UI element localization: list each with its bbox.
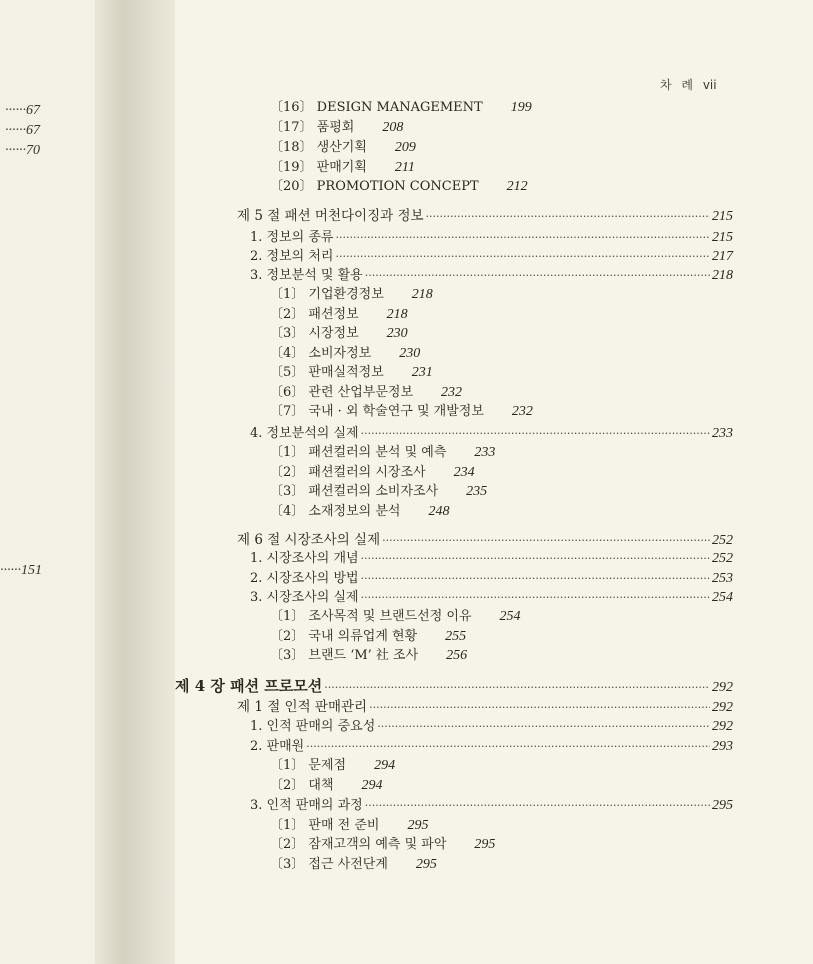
toc-entry <box>250 796 733 816</box>
toc-entry-label: 제 5 절 패션 머천다이징과 정보 <box>237 208 424 224</box>
toc-entry-label: 〔3〕 시장정보 <box>270 326 359 341</box>
toc-entry-label: 2. 시장조사의 방법 <box>250 571 359 586</box>
toc-entry <box>270 855 437 875</box>
toc-entry <box>270 482 487 502</box>
dot-leader <box>369 698 710 718</box>
toc-entry-label: 〔4〕 소비자정보 <box>270 346 372 361</box>
toc-entry-label: 제 1 절 인적 판매관리 <box>237 699 368 715</box>
dot-leader <box>335 228 710 248</box>
toc-entry-page-number: 292 <box>712 700 733 715</box>
toc-entry <box>175 676 733 696</box>
toc-entry-page-number: 295 <box>407 818 429 833</box>
toc-entry-label: 〔1〕 문제점 <box>270 758 347 773</box>
dot-leader <box>361 588 710 608</box>
toc-entry-label: 〔6〕 관련 산업부문정보 <box>270 385 413 400</box>
toc-entry-label: 〔4〕 소재정보의 분석 <box>270 504 401 519</box>
toc-entry <box>270 285 433 305</box>
toc-entry <box>270 443 495 463</box>
toc-entry <box>270 607 521 627</box>
toc-entry-label: 3. 정보분석 및 활용 <box>250 268 363 283</box>
dot-leader <box>365 266 710 286</box>
toc-entry <box>237 530 733 550</box>
toc-entry <box>270 363 433 383</box>
toc-entry-label: 〔1〕 조사목적 및 브랜드선정 이유 <box>270 609 472 624</box>
toc-entry-label: 3. 인적 판매의 과정 <box>250 798 363 813</box>
toc-entry <box>270 344 420 364</box>
toc-entry-page-number: 232 <box>511 404 533 419</box>
toc-entry-page-number: 232 <box>441 385 462 400</box>
toc-entry-label: 제 4 장 패션 프로모션 <box>175 677 323 695</box>
toc-entry <box>237 206 733 226</box>
toc-entry-page-number: 218 <box>386 307 408 322</box>
toc-entry <box>270 627 466 647</box>
toc-entry-label: 〔2〕 대책 <box>270 778 334 793</box>
dot-leader <box>306 737 710 757</box>
toc-entry-page-number: 292 <box>712 719 733 734</box>
dot-leader <box>377 717 710 737</box>
toc-entry-page-number: 294 <box>374 758 396 773</box>
toc-entry-label: 〔1〕 기업환경정보 <box>270 287 384 302</box>
toc-entry <box>250 717 733 737</box>
toc-entry-page-number: 234 <box>453 465 475 480</box>
toc-entry-label: 4. 정보분석의 실제 <box>250 426 359 441</box>
toc-entry <box>270 402 533 422</box>
toc-entry-page-number: 231 <box>411 365 433 380</box>
toc-entry-page-number: 233 <box>712 426 733 441</box>
toc-entry <box>270 177 528 197</box>
toc-entry <box>270 816 428 836</box>
toc-entry <box>250 549 733 569</box>
toc-entry-page-number: 208 <box>382 120 404 135</box>
toc-entry-label: 〔1〕 판매 전 준비 <box>270 818 380 833</box>
toc-entry <box>250 228 733 248</box>
toc-entry-page-number: 293 <box>712 739 733 754</box>
toc-entry <box>270 158 415 178</box>
left-page-number: ······67 <box>5 123 40 138</box>
toc-entry-page-number: 254 <box>712 590 733 605</box>
toc-entry-label: 〔16〕 DESIGN MANAGEMENT <box>270 100 483 115</box>
toc-entry-label: 〔2〕 패션컬러의 시장조사 <box>270 465 426 480</box>
toc-entry-page-number: 295 <box>474 837 496 852</box>
toc-entry-page-number: 292 <box>712 680 733 695</box>
toc-entry-label: 1. 정보의 종류 <box>250 230 334 245</box>
toc-entry-label: 〔3〕 브랜드 ‘M’ 社 조사 <box>270 648 419 663</box>
toc-entry <box>270 756 395 776</box>
toc-entry <box>270 305 408 325</box>
left-page-number: ······70 <box>5 143 40 158</box>
toc-entry <box>270 463 475 483</box>
toc-entry <box>270 98 532 118</box>
toc-entry-label: 〔1〕 패션컬러의 분석 및 예측 <box>270 445 447 460</box>
toc-entry-label: 1. 시장조사의 개념 <box>250 551 359 566</box>
toc-entry <box>270 835 495 855</box>
toc-entry-label: 〔3〕 접근 사전단계 <box>270 857 388 872</box>
toc-entry-label: 2. 판매원 <box>250 739 305 754</box>
left-page-number: ······67 <box>5 103 40 118</box>
toc-entry-label: 〔20〕 PROMOTION CONCEPT <box>270 179 479 194</box>
dot-leader <box>335 247 710 267</box>
toc-entry <box>250 247 733 267</box>
toc-entry-page-number: 254 <box>499 609 521 624</box>
toc-entry-page-number: 252 <box>712 551 733 566</box>
toc-entry-label: 3. 시장조사의 실제 <box>250 590 359 605</box>
toc-entry-page-number: 211 <box>394 160 415 175</box>
toc-entry <box>270 646 467 666</box>
toc-entry-page-number: 295 <box>415 857 437 872</box>
toc-entry <box>250 424 733 444</box>
toc-entry-page-number: 230 <box>399 346 421 361</box>
toc-entry-page-number: 253 <box>712 571 733 586</box>
toc-entry-page-number: 209 <box>394 140 416 155</box>
dot-leader <box>382 531 710 551</box>
toc-entry <box>270 324 408 344</box>
toc-entry-label: 〔2〕 국내 의류업계 현황 <box>270 629 418 644</box>
running-header: 차 례 vii <box>660 78 717 92</box>
toc-entry-label: 2. 정보의 처리 <box>250 249 334 264</box>
toc-entry-label: 〔3〕 패션컬러의 소비자조사 <box>270 484 439 499</box>
dot-leader <box>324 678 710 698</box>
toc-entry-page-number: 230 <box>386 326 408 341</box>
toc-entry <box>270 118 403 138</box>
toc-entry <box>270 138 416 158</box>
toc-entry-page-number: 218 <box>712 268 733 283</box>
toc-entry-page-number: 294 <box>361 778 383 793</box>
toc-entry-page-number: 199 <box>510 100 532 115</box>
left-page-number: ······151 <box>0 563 42 578</box>
toc-entry-label: 〔17〕 품평회 <box>270 120 355 135</box>
toc-entry-label: 〔18〕 생산기획 <box>270 140 367 155</box>
toc-entry-label: 〔5〕 판매실적정보 <box>270 365 384 380</box>
dot-leader <box>361 569 710 589</box>
book-gutter <box>95 0 175 964</box>
toc-entry <box>250 266 733 286</box>
toc-entry-label: 〔2〕 패션정보 <box>270 307 359 322</box>
toc-entry-page-number: 256 <box>446 648 468 663</box>
dot-leader <box>361 549 710 569</box>
toc-entry-label: 제 6 절 시장조사의 실제 <box>237 532 381 548</box>
toc-entry <box>250 737 733 757</box>
toc-entry-page-number: 233 <box>474 445 496 460</box>
toc-entry <box>250 588 733 608</box>
toc-entry-page-number: 295 <box>712 798 733 813</box>
toc-entry-page-number: 218 <box>411 287 433 302</box>
toc-entry-label: 1. 인적 판매의 중요성 <box>250 719 376 734</box>
toc-entry-page-number: 215 <box>712 209 733 224</box>
toc-entry-page-number: 235 <box>466 484 488 499</box>
toc-entry <box>270 776 383 796</box>
toc-entry-page-number: 217 <box>712 249 733 264</box>
toc-entry <box>250 569 733 589</box>
dot-leader <box>365 796 710 816</box>
dot-leader <box>361 424 710 444</box>
toc-entry-page-number: 215 <box>712 230 733 245</box>
toc-entry <box>237 697 733 717</box>
toc-entry-label: 〔19〕 판매기획 <box>270 160 367 175</box>
toc-entry-page-number: 248 <box>428 504 450 519</box>
toc-entry-label: 〔2〕 잠재고객의 예측 및 파악 <box>270 837 447 852</box>
toc-entry-label: 〔7〕 국내 · 외 학술연구 및 개발정보 <box>270 404 484 419</box>
toc-entry-page-number: 252 <box>712 533 733 548</box>
toc-entry <box>270 502 449 522</box>
dot-leader <box>426 207 710 227</box>
toc-entry-page-number: 255 <box>445 629 467 644</box>
toc-entry-page-number: 212 <box>506 179 528 194</box>
toc-entry <box>270 383 462 403</box>
